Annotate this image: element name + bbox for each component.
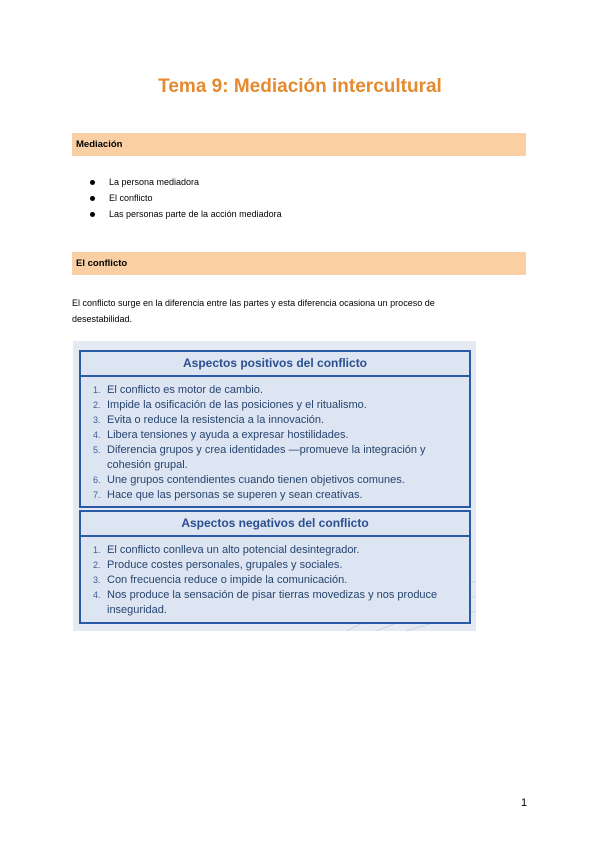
negative-aspects-list [81, 537, 469, 618]
list-item: 6. Une grupos contendientes cuando tienen objetivos comunes. [93, 474, 405, 486]
bullet-icon [90, 212, 95, 217]
list-item: 7. Hace que las personas se superen y sean creativas. [93, 489, 363, 501]
list-item: La persona mediadora [90, 174, 282, 190]
conflict-aspects-figure [73, 341, 476, 631]
page-title: Tema 9: Mediación intercultural [158, 76, 442, 97]
bullet-icon [90, 180, 95, 185]
list-item: 4. Nos produce la sensación de pisar tierras movedizas y nos produce inseguridad. [93, 589, 438, 616]
list-item: 2. Impide la osificación de las posiciones y el ritualismo. [93, 399, 367, 411]
list-item: 5. Diferencia grupos y crea identidades —promueve la integración y cohesión grupal. [93, 444, 426, 471]
list-item: 4. Libera tensiones y ayuda a expresar hostilidades. [93, 429, 349, 441]
list-item: 3. Evita o reduce la resistencia a la innovación. [93, 414, 325, 426]
list-item: 1. El conflicto conlleva un alto potencial desintegrador. [93, 544, 360, 556]
list-item: 2. Produce costes personales, grupales y sociales. [93, 559, 343, 571]
positive-aspects-box [79, 350, 471, 508]
body-paragraph: El conflicto surge en la diferencia entre las partes y esta diferencia ocasiona un proceso de desestabilidad. [72, 298, 435, 324]
list-item: El conflicto [90, 190, 282, 206]
section-heading-mediacion: Mediación [72, 133, 526, 156]
list-item: 1. El conflicto es motor de cambio. [93, 384, 263, 396]
page-number: 1 [521, 797, 528, 809]
list-item: 3. Con frecuencia reduce o impide la comunicación. [93, 574, 348, 586]
negative-aspects-heading: Aspectos negativos del conflicto [81, 512, 469, 537]
bullet-icon [90, 196, 95, 201]
list-item: Las personas parte de la acción mediadora [90, 206, 282, 222]
positive-aspects-list [81, 377, 469, 503]
section-heading-conflicto: El conflicto [72, 252, 526, 275]
positive-aspects-heading: Aspectos positivos del conflicto [81, 352, 469, 377]
topic-list [90, 174, 282, 222]
negative-aspects-box [79, 510, 471, 624]
